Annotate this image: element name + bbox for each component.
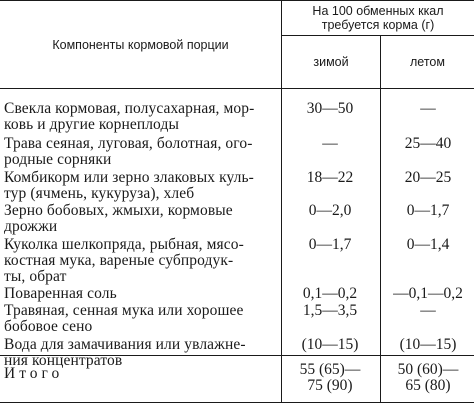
table-row-winter-value: (10—15) — [301, 336, 359, 353]
table-row-summer-value: 20—25 — [404, 169, 452, 186]
table-row-component — [4, 203, 284, 235]
table-row-winter-value: 0,1—0,2 — [302, 285, 358, 302]
component-line: костная мука, вареные субпродук- — [4, 252, 234, 269]
header-bottom-rule — [0, 88, 474, 89]
table-row-component — [4, 303, 284, 335]
table-row-summer-value: (10—15) — [399, 336, 457, 353]
table-row-summer-value: 0—1,7 — [406, 202, 450, 219]
header-summer-label: летом — [410, 55, 445, 69]
header-winter-label: зимой — [313, 55, 349, 69]
component-line: Комбикорм или зерно злаковых куль- — [4, 169, 254, 186]
table-bottom-rule — [0, 402, 474, 403]
table-row-summer-value: 25—40 — [404, 135, 452, 152]
header-mid-rule — [282, 35, 474, 36]
table-row-component — [4, 237, 284, 285]
component-line: бобовое сено — [4, 318, 93, 335]
column-divider-2 — [380, 35, 381, 403]
component-line: Свекла кормовая, полусахарная, мор- — [4, 100, 255, 117]
table-row-component — [4, 136, 284, 168]
component-line: Трава сеяная, луговая, болотная, ого- — [4, 135, 253, 152]
header-per100-line1: На 100 обменных ккал — [312, 4, 444, 18]
component-line: дрожжи — [4, 218, 58, 235]
table-row-component — [4, 101, 284, 133]
total-summer-line1: 50 (60)— — [397, 361, 459, 378]
component-line: родные сорняки — [4, 151, 112, 168]
table-row-component — [4, 170, 284, 202]
header-components-label: Компоненты кормовой порции — [52, 38, 229, 52]
component-line: Куколка шелкопряда, рыбная, мясо- — [4, 236, 244, 253]
table-row-summer-value: — — [420, 100, 436, 117]
table-row-winter-value: 30—50 — [306, 100, 354, 117]
component-line: Зерно бобовых, жмыхи, кормовые — [4, 202, 233, 219]
total-summer — [382, 362, 474, 394]
component-line: ты, обрат — [4, 268, 67, 285]
component-line: Травяная, сенная мука или хорошее — [4, 302, 244, 319]
header-per100-line2: требуется корма (г) — [321, 18, 435, 32]
table-row-winter-value: 0—1,7 — [308, 236, 352, 253]
table-row-winter-value: 0—2,0 — [308, 202, 352, 219]
header-winter — [282, 55, 380, 69]
header-components — [0, 38, 281, 52]
component-line: ковь и другие корнеплоды — [4, 116, 179, 133]
total-winter-line1: 55 (65)— — [299, 361, 361, 378]
component-line: Поваренная соль — [4, 285, 117, 302]
component-line: тур (ячмень, кукуруза), хлеб — [4, 185, 195, 202]
table-row-winter-value: 1,5—3,5 — [302, 302, 358, 319]
total-winter — [282, 362, 378, 394]
total-label: Итого — [4, 365, 64, 382]
table-row-winter-value: 18—22 — [306, 169, 354, 186]
table-row-summer-value: — — [420, 302, 436, 319]
total-winter-line2: 75 (90) — [307, 377, 353, 394]
component-line: ния концентратов — [4, 352, 123, 369]
component-line: Вода для замачивания или увлажне- — [4, 336, 246, 353]
table-row-summer-value: 0—1,4 — [406, 236, 450, 253]
table-row-winter-value: — — [322, 135, 338, 152]
header-per100 — [282, 4, 474, 32]
total-summer-line2: 65 (80) — [405, 377, 451, 394]
header-summer — [381, 55, 474, 69]
table-row-summer-value: —0,1—0,2 — [393, 285, 463, 302]
table-top-rule — [0, 0, 474, 1]
table-row-component — [4, 286, 284, 302]
